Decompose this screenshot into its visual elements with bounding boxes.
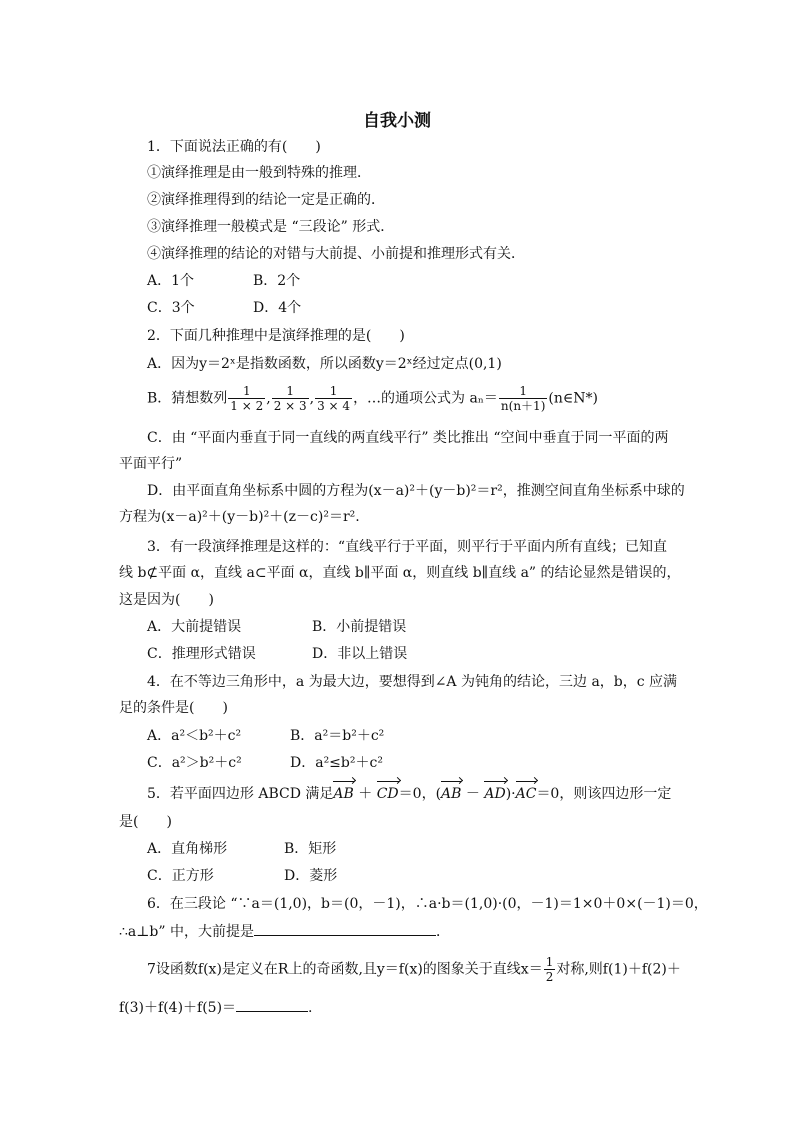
q5-suffix: ＝0，则该四边形一定 [536, 786, 672, 802]
q2-option-b-suffix: (n∈N*) [548, 390, 598, 407]
q6-prefix: ∴a⊥b” 中，大前提是 [119, 924, 254, 940]
q2-option-a: A．因为y＝2ˣ是指数函数，所以函数y＝2ˣ经过定点(0,1) [147, 356, 502, 372]
q5-stem-line2: 是( ) [119, 814, 172, 830]
q7-prefix: 7设函数f(x)是定义在R上的奇函数,且y＝f(x)的图象关于直线x＝ [147, 961, 543, 978]
q7-prefix-line2: f(3)＋f(4)＋f(5)＝ [119, 1000, 237, 1016]
answer-blank[interactable] [254, 921, 436, 936]
q5-mid1: ＝0，( [398, 786, 442, 802]
q1-stem: 1．下面说法正确的有( ) [147, 139, 321, 155]
q5-stem-line1 [147, 784, 671, 804]
q2-option-d-line2: 方程为(x－a)²＋(y－b)²＋(z－c)²＝r². [119, 509, 360, 525]
q1-statement-3: ③演绎推理一般模式是 “三段论” 形式． [147, 219, 395, 235]
page-title: 自我小测 [363, 111, 431, 131]
vector-cd: CD [376, 786, 399, 802]
q3-stem-line1: 3．有一段演绎推理是这样的：“直线平行于平面，则平行于平面内所有直线；已知直 [147, 539, 668, 555]
q1-statement-4: ④演绎推理的结论的对错与大前提、小前提和推理形式有关． [147, 246, 525, 262]
q4-option-b: B．a²＝b²＋c² [290, 728, 385, 744]
q7-stem-line2 [119, 997, 313, 1018]
fraction-numerator: 1 [499, 384, 547, 399]
q5-prefix: 5．若平面四边形 ABCD 满足 [147, 786, 334, 802]
q4-option-c: C．a²＞b²＋c² [147, 755, 242, 771]
q6-end: ． [436, 924, 450, 940]
q5-option-b: B．矩形 [284, 841, 337, 857]
q2-option-b: B．猜想数列 $\frac{1}{1 \times 2}$ , $\frac{1}{2 \times 3}$ , $\frac{1}{3 \times 4}$ ，…的通项公式为 aₙ＝ $\frac{1}{n(n+1)}$ (n∈N*) [147, 384, 598, 413]
q4-stem-line1: 4．在不等边三角形中，a 为最大边，要想得到∠A 为钝角的结论，三边 a，b，c 应满 [147, 674, 678, 690]
fraction-2 [272, 384, 309, 413]
vector-ab: AB [441, 786, 462, 802]
q5-minus: － [461, 786, 485, 802]
q5-mid2: )· [505, 786, 516, 802]
q2-option-d-line1: D．由平面直角坐标系中圆的方程为(x－a)²＋(y－b)²＝r²，推测空间直角坐标系中球的 [147, 483, 685, 499]
q3-option-d: D．非以上错误 [312, 646, 408, 662]
fraction-numerator: 1 [315, 384, 352, 399]
q5-option-a: A．直角梯形 [147, 841, 228, 857]
q6-stem-line2 [119, 921, 450, 942]
q1-option-c: C．3个 [147, 300, 195, 316]
q5-plus: ＋ [353, 786, 377, 802]
q3-stem-line3: 这是因为( ) [119, 592, 214, 608]
q1-option-b: B．2个 [253, 273, 301, 289]
vector-ac: AC [515, 786, 537, 802]
q4-option-a: A．a²＜b²＋c² [147, 728, 242, 744]
fraction-1 [228, 384, 265, 413]
q2-option-c-line2: 平面平行” [119, 456, 183, 472]
fraction-denominator: 1 × 2 [230, 399, 264, 413]
q4-option-d: D．a²≤b²＋c² [290, 755, 383, 771]
fraction-denominator: 3 × 4 [317, 399, 351, 413]
q7-suffix: 对称,则f(1)＋f(2)＋ [556, 961, 681, 978]
fraction-general-term [499, 384, 547, 413]
q3-stem-line2: 线 b⊄平面 α，直线 a⊂平面 α，直线 b∥平面 α，则直线 b∥直线 a” 的结论显然是错误的， [119, 565, 681, 581]
vector-ab: AB [333, 786, 354, 802]
q2-option-c-line1: C．由 “平面内垂直于同一直线的两直线平行” 类比推出 “空间中垂直于同一平面的两 [147, 430, 669, 446]
q1-statement-2: ②演绎推理得到的结论一定是正确的． [147, 192, 385, 208]
q2-option-b-middle: ，…的通项公式为 aₙ＝ [353, 390, 498, 407]
fraction-numerator: 1 [272, 384, 309, 399]
q7-stem-line1 [147, 955, 681, 984]
fraction-3 [315, 384, 352, 413]
q3-option-a: A．大前提错误 [147, 619, 242, 635]
q2-option-b-prefix: B．猜想数列 [147, 390, 228, 407]
fraction-numerator: 1 [545, 955, 554, 969]
fraction-denominator: 2 × 3 [273, 399, 307, 413]
vector-ad: AD [484, 786, 506, 802]
q1-option-a: A．1个 [147, 273, 195, 289]
fraction-denominator: 2 [545, 970, 554, 984]
q1-option-d: D．4个 [253, 300, 302, 316]
q6-stem-line1: 6．在三段论 “∵a＝(1,0)，b＝(0，－1)，∴a·b＝(1,0)·(0，－1)＝1×0＋0×(－1)＝0， [147, 896, 708, 912]
fraction-numerator: 1 [228, 384, 265, 399]
q5-option-c: C．正方形 [147, 868, 214, 884]
q3-option-c: C．推理形式错误 [147, 646, 256, 662]
q7-end: . [308, 1000, 313, 1016]
q2-stem: 2．下面几种推理中是演绎推理的是( ) [147, 328, 405, 344]
fraction-one-half [544, 955, 556, 984]
q3-option-b: B．小前提错误 [312, 619, 407, 635]
q1-statement-1: ①演绎推理是由一般到特殊的推理． [147, 165, 371, 181]
q5-option-d: D．菱形 [284, 868, 338, 884]
answer-blank[interactable] [236, 997, 308, 1012]
fraction-denominator: n(n＋1) [500, 399, 546, 413]
q4-stem-line2: 足的条件是( ) [119, 700, 228, 716]
